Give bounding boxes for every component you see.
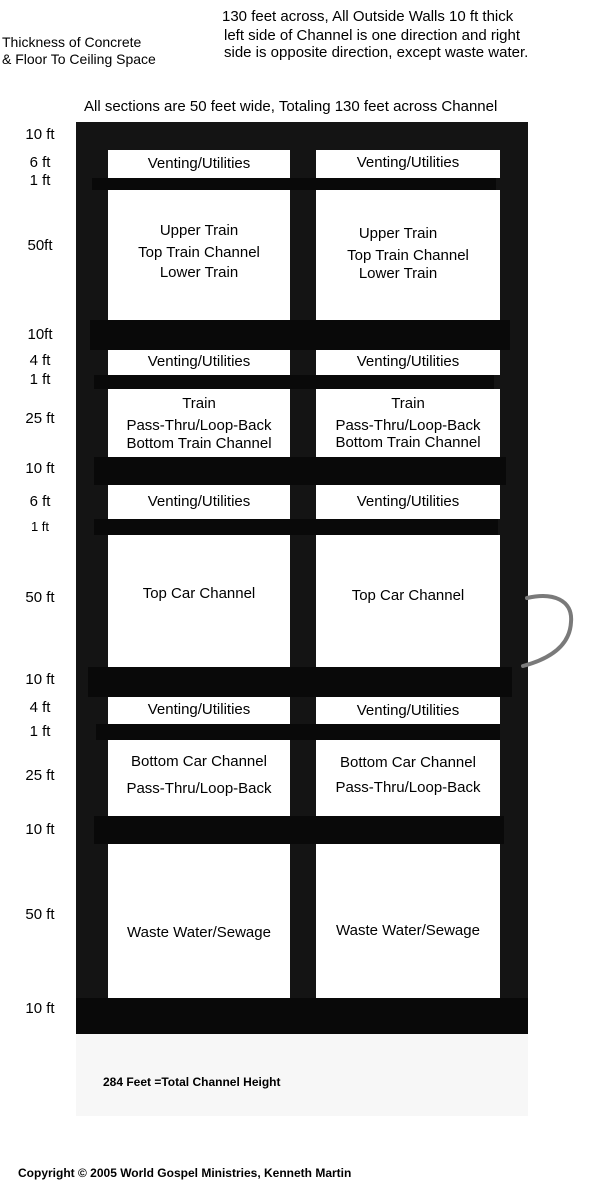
vent-utilities-right (316, 697, 500, 724)
section-label: Waste Water/Sewage (336, 922, 480, 939)
dimension-label: 1 ft (30, 519, 50, 534)
section-label: Pass-Thru/Loop-Back (335, 417, 481, 434)
section-label: Venting/Utilities (356, 493, 460, 510)
concrete-slab (88, 667, 512, 697)
channel-description-line3: side is opposite direction, except waste water. (224, 44, 529, 61)
dimension-label: 1 ft (29, 723, 51, 740)
bottom-train-channel-left (108, 389, 290, 457)
section-label: Venting/Utilities (147, 353, 251, 370)
top-car-channel-left (108, 535, 290, 667)
concrete-slab (92, 178, 496, 190)
loop-annotation-stroke (523, 596, 571, 666)
channel-description-line2: left side of Channel is one direction and right (224, 27, 521, 44)
section-label: Venting/Utilities (356, 154, 460, 171)
section-label: Lower Train (358, 265, 438, 282)
concrete-slab (94, 375, 494, 389)
section-label: Venting/Utilities (356, 702, 460, 719)
vent-utilities-right (316, 485, 500, 519)
concrete-slab (90, 320, 510, 350)
concrete-slab (94, 519, 498, 535)
bottom-car-channel-right (316, 740, 500, 816)
dimension-label: 1 ft (29, 371, 51, 388)
dimension-label: 10 ft (25, 671, 55, 688)
copyright-notice: Copyright © 2005 World Gospel Ministries, Kenneth Martin (18, 1166, 352, 1180)
vent-utilities-right (316, 150, 500, 178)
section-label: Top Train Channel (347, 247, 469, 264)
section-label: Waste Water/Sewage (127, 924, 271, 941)
waste-water-right (316, 844, 500, 998)
top-car-channel-right (316, 535, 500, 667)
dimension-label: 4 ft (29, 352, 51, 369)
section-label: Venting/Utilities (147, 493, 251, 510)
section-label: Bottom Car Channel (340, 754, 476, 771)
bottom-train-channel-right (316, 389, 500, 457)
sections-width-note: All sections are 50 feet wide, Totaling 130 feet across Channel (84, 98, 498, 115)
vent-utilities-left (108, 485, 290, 519)
vent-utilities-left (108, 150, 290, 178)
dimension-label: 10 ft (25, 460, 55, 477)
dimension-label: 6 ft (29, 493, 51, 510)
section-label: Pass-Thru/Loop-Back (335, 779, 481, 796)
vent-utilities-right (316, 350, 500, 375)
thickness-legend-line1: Thickness of Concrete (2, 34, 142, 50)
channel-cross-section (76, 122, 528, 1034)
section-label: Bottom Train Channel (126, 435, 272, 452)
section-label: Upper Train (358, 225, 438, 242)
section-label: Upper Train (159, 222, 239, 239)
thickness-legend (2, 34, 156, 68)
section-label: Bottom Train Channel (335, 434, 481, 451)
bottom-car-channel-left (108, 740, 290, 816)
section-label: Pass-Thru/Loop-Back (126, 417, 272, 434)
section-label: Venting/Utilities (147, 701, 251, 718)
dimension-label: 25 ft (25, 410, 55, 427)
concrete-slab (94, 457, 506, 485)
concrete-slab (76, 998, 528, 1034)
channel-description (222, 8, 528, 61)
top-train-channel-left (108, 190, 290, 320)
dimension-label: 4 ft (29, 699, 51, 716)
dimension-label: 50 ft (25, 906, 55, 923)
total-height-note: 284 Feet =Total Channel Height (103, 1075, 281, 1089)
concrete-slab (94, 816, 504, 844)
thickness-legend-line2: & Floor To Ceiling Space (2, 51, 156, 67)
dimension-label: 10ft (27, 326, 53, 343)
section-label: Bottom Car Channel (131, 753, 267, 770)
dimension-label: 10 ft (25, 1000, 55, 1017)
section-label: Top Car Channel (142, 585, 256, 602)
vent-utilities-left (108, 350, 290, 375)
section-label: Venting/Utilities (147, 155, 251, 172)
section-label: Top Car Channel (351, 587, 465, 604)
section-label: Train (182, 395, 216, 412)
section-label: Pass-Thru/Loop-Back (126, 780, 272, 797)
dimension-label: 50 ft (25, 589, 55, 606)
vent-utilities-left (108, 697, 290, 724)
waste-water-left (108, 844, 290, 998)
top-train-channel-right (316, 190, 500, 320)
section-label: Venting/Utilities (356, 353, 460, 370)
dimension-label: 25 ft (25, 767, 55, 784)
concrete-slab (96, 724, 500, 740)
dimension-label: 6 ft (29, 154, 51, 171)
dimension-label: 10 ft (25, 126, 55, 143)
dimension-label: 10 ft (25, 821, 55, 838)
section-label: Top Train Channel (138, 244, 260, 261)
section-label: Lower Train (159, 264, 239, 281)
section-label: Train (391, 395, 425, 412)
dimension-label: 50ft (27, 237, 53, 254)
channel-description-line1: 130 feet across, All Outside Walls 10 ft thick (222, 8, 514, 25)
dimension-label: 1 ft (29, 172, 51, 189)
loop-annotation-curve (515, 590, 579, 670)
